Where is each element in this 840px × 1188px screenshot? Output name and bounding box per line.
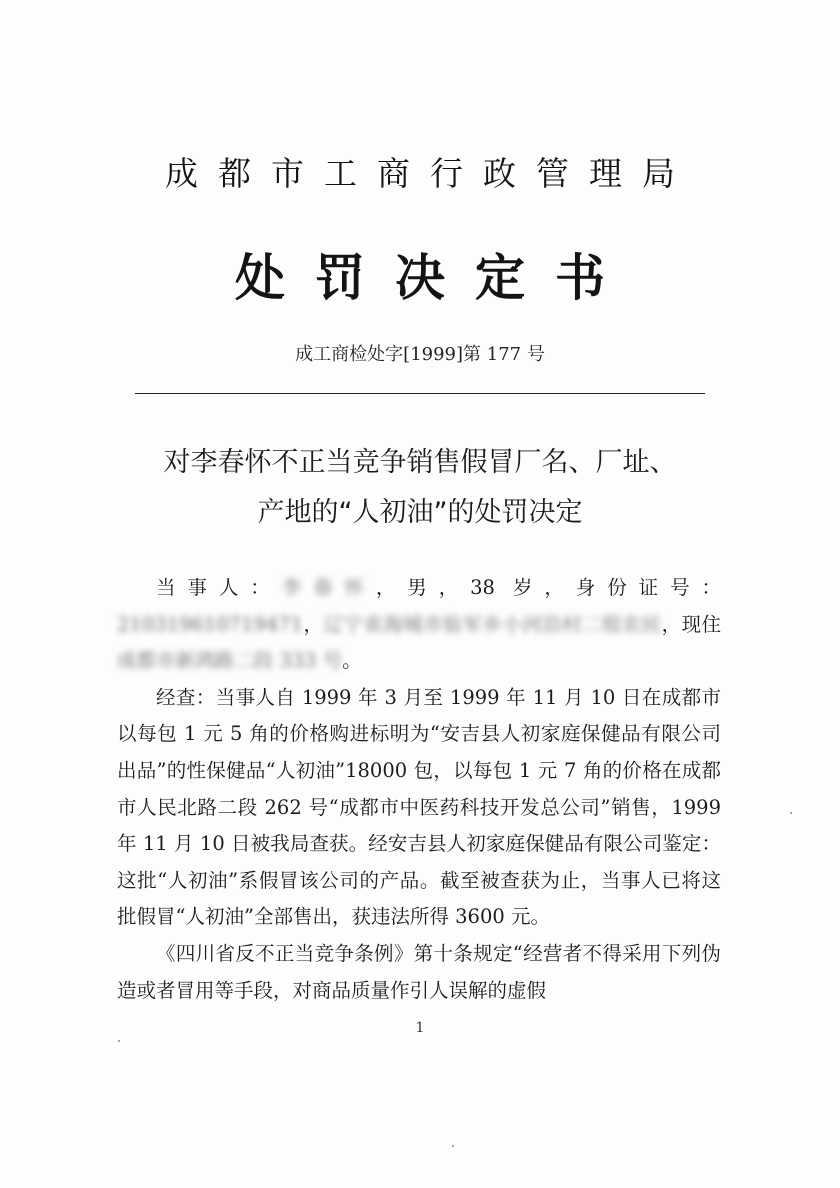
party-end: 。 [342, 649, 362, 673]
agency-name: 成都市工商行政管理局 [165, 154, 695, 193]
document-type-title: 处罚决定书 [235, 249, 635, 307]
party-origin-redacted: 辽宁省海城市验军乡小河沿村二组农民 [323, 612, 662, 636]
residence-label: ，现住 [661, 612, 721, 636]
party-info: ，男，38 岁，身份证号： [375, 576, 721, 599]
document-number: 成工商检处字[1999]第 177 号 [295, 344, 545, 365]
residence-redacted: 成都市新鸿路二段 333 号 [117, 649, 343, 673]
party-label: 当事人： [156, 576, 282, 599]
findings-paragraph: 经查：当事人自 1999 年 3 月至 1999 年 11 月 10 日在成都市以每包 1 元 5 角的价格购进标明为“安吉县人初家庭保健品有限公司出品”的性保健品“人初油”18000 包，以每包 1 元 7 角的价格在成都市人民北路二段 262 号“成都市中医药科技开发总公司”销售，1999 年 11 月 10 日被我局查获。经安吉县人初家庭保健品有限公司鉴定：这批“人初油”系假冒该公司的产品。截至被查获为止，当事人已将这批假冒“人初油”全部售出，获违法所得 3600 元。 [117, 685, 721, 929]
scan-speck [790, 812, 792, 814]
scan-speck [452, 1145, 454, 1147]
page-number: 1 [415, 1020, 425, 1036]
party-paragraph [117, 570, 721, 680]
party-id-redacted: 210319610719471 [117, 612, 304, 636]
regulation-paragraph: 《四川省反不正当竞争条例》第十条规定“经营者不得采用下列伪造或者冒用等手段，对商品质量作引人误解的虚假 [117, 941, 721, 1002]
decision-subject [120, 438, 720, 538]
subject-line-2: 产地的“人初油”的处罚决定 [257, 497, 583, 528]
document-body [117, 570, 721, 1009]
scan-speck [118, 1040, 120, 1042]
header-divider [135, 393, 705, 394]
subject-line-1: 对李春怀不正当竞争销售假冒厂名、厂址、 [163, 447, 677, 478]
party-separator: ， [303, 612, 324, 636]
party-name-redacted: 李春怀 [281, 576, 376, 599]
